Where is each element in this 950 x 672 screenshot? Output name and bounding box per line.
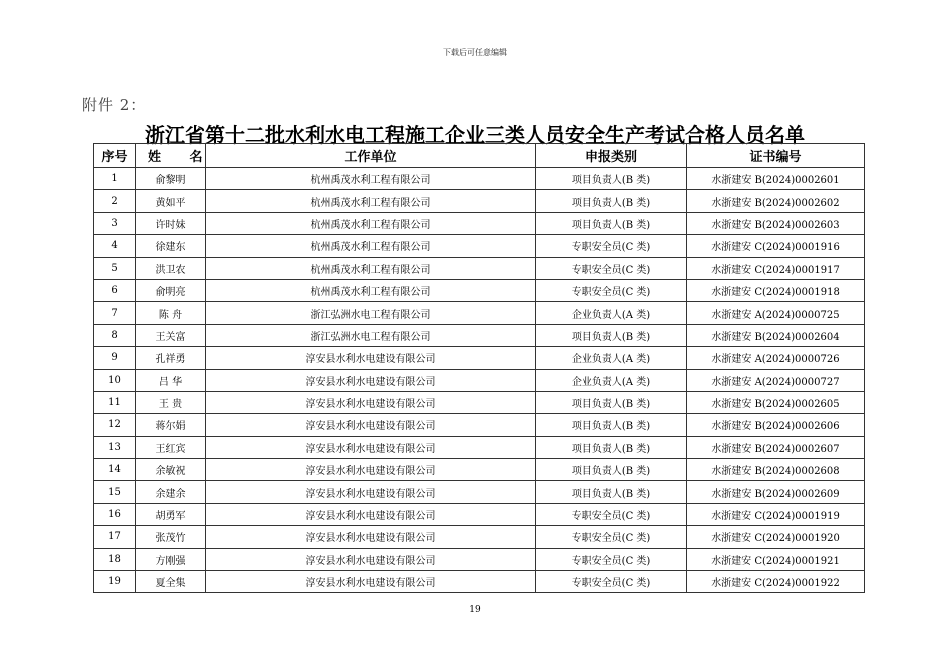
table-row	[94, 324, 865, 346]
cell-certificate: 水浙建安 B(2024)0002606	[687, 414, 865, 436]
cell-name: 王 贵	[136, 391, 206, 413]
col-header-certificate: 证书编号	[687, 144, 865, 168]
cell-category: 企业负责人(A 类)	[536, 369, 687, 391]
cell-index: 13	[94, 436, 136, 458]
table-row	[94, 571, 865, 593]
cell-employer: 淳安县水利水电建设有限公司	[206, 369, 536, 391]
cell-employer: 淳安县水利水电建设有限公司	[206, 503, 536, 525]
cell-employer: 淳安县水利水电建设有限公司	[206, 391, 536, 413]
cell-name: 洪卫农	[136, 257, 206, 279]
cell-name: 胡勇军	[136, 503, 206, 525]
cell-index: 9	[94, 347, 136, 369]
table-row	[94, 503, 865, 525]
cell-certificate: 水浙建安 B(2024)0002604	[687, 324, 865, 346]
cell-certificate: 水浙建安 C(2024)0001919	[687, 503, 865, 525]
col-header-name: 姓 名	[136, 144, 206, 168]
cell-category: 企业负责人(A 类)	[536, 302, 687, 324]
header-note: 下载后可任意编辑	[443, 48, 507, 57]
table-row	[94, 436, 865, 458]
cell-index: 8	[94, 324, 136, 346]
cell-name: 陈 舟	[136, 302, 206, 324]
cell-index: 18	[94, 548, 136, 570]
table-row	[94, 302, 865, 324]
cell-name: 余敏祝	[136, 459, 206, 481]
cell-index: 16	[94, 503, 136, 525]
cell-employer: 淳安县水利水电建设有限公司	[206, 481, 536, 503]
cell-name: 张茂竹	[136, 526, 206, 548]
cell-certificate: 水浙建安 B(2024)0002603	[687, 212, 865, 234]
cell-name: 夏全集	[136, 571, 206, 593]
cell-employer: 浙江弘洲水电工程有限公司	[206, 324, 536, 346]
table-row	[94, 279, 865, 301]
cell-category: 项目负责人(B 类)	[536, 212, 687, 234]
cell-index: 1	[94, 168, 136, 190]
cell-employer: 淳安县水利水电建设有限公司	[206, 436, 536, 458]
cell-category: 企业负责人(A 类)	[536, 347, 687, 369]
cell-index: 12	[94, 414, 136, 436]
table-header	[94, 144, 865, 168]
cell-name: 王红宾	[136, 436, 206, 458]
cell-index: 19	[94, 571, 136, 593]
roster-table	[93, 143, 865, 593]
cell-index: 2	[94, 190, 136, 212]
table-row	[94, 414, 865, 436]
cell-index: 6	[94, 279, 136, 301]
table-row	[94, 459, 865, 481]
table-row	[94, 235, 865, 257]
cell-category: 专职安全员(C 类)	[536, 571, 687, 593]
cell-category: 项目负责人(B 类)	[536, 436, 687, 458]
table-row	[94, 257, 865, 279]
table-row	[94, 168, 865, 190]
cell-category: 专职安全员(C 类)	[536, 279, 687, 301]
cell-employer: 淳安县水利水电建设有限公司	[206, 347, 536, 369]
cell-index: 11	[94, 391, 136, 413]
col-header-index: 序号	[94, 144, 136, 168]
cell-certificate: 水浙建安 C(2024)0001920	[687, 526, 865, 548]
cell-name: 蒋尔娟	[136, 414, 206, 436]
cell-category: 项目负责人(B 类)	[536, 168, 687, 190]
cell-employer: 杭州禹茂水利工程有限公司	[206, 235, 536, 257]
cell-category: 专职安全员(C 类)	[536, 503, 687, 525]
cell-category: 项目负责人(B 类)	[536, 324, 687, 346]
cell-employer: 淳安县水利水电建设有限公司	[206, 548, 536, 570]
cell-employer: 杭州禹茂水利工程有限公司	[206, 168, 536, 190]
header-row	[94, 144, 865, 168]
cell-employer: 淳安县水利水电建设有限公司	[206, 459, 536, 481]
table-row	[94, 347, 865, 369]
col-header-category: 申报类别	[536, 144, 687, 168]
cell-certificate: 水浙建安 A(2024)0000727	[687, 369, 865, 391]
cell-category: 项目负责人(B 类)	[536, 481, 687, 503]
cell-name: 方刚强	[136, 548, 206, 570]
cell-employer: 杭州禹茂水利工程有限公司	[206, 257, 536, 279]
cell-certificate: 水浙建安 C(2024)0001916	[687, 235, 865, 257]
cell-category: 项目负责人(B 类)	[536, 459, 687, 481]
cell-category: 专职安全员(C 类)	[536, 235, 687, 257]
table-row	[94, 481, 865, 503]
cell-certificate: 水浙建安 C(2024)0001918	[687, 279, 865, 301]
cell-index: 17	[94, 526, 136, 548]
cell-index: 14	[94, 459, 136, 481]
cell-category: 专职安全员(C 类)	[536, 548, 687, 570]
cell-certificate: 水浙建安 B(2024)0002601	[687, 168, 865, 190]
cell-category: 专职安全员(C 类)	[536, 526, 687, 548]
page-number: 19	[469, 605, 481, 615]
cell-index: 7	[94, 302, 136, 324]
cell-category: 项目负责人(B 类)	[536, 391, 687, 413]
cell-employer: 浙江弘洲水电工程有限公司	[206, 302, 536, 324]
table-row	[94, 391, 865, 413]
cell-employer: 杭州禹茂水利工程有限公司	[206, 279, 536, 301]
cell-index: 3	[94, 212, 136, 234]
cell-name: 王关富	[136, 324, 206, 346]
cell-category: 项目负责人(B 类)	[536, 190, 687, 212]
cell-certificate: 水浙建安 B(2024)0002609	[687, 481, 865, 503]
cell-name: 俞明亮	[136, 279, 206, 301]
table-row	[94, 548, 865, 570]
cell-employer: 杭州禹茂水利工程有限公司	[206, 190, 536, 212]
cell-certificate: 水浙建安 B(2024)0002608	[687, 459, 865, 481]
cell-index: 5	[94, 257, 136, 279]
cell-name: 余建余	[136, 481, 206, 503]
cell-certificate: 水浙建安 C(2024)0001922	[687, 571, 865, 593]
cell-name: 俞黎明	[136, 168, 206, 190]
table-row	[94, 369, 865, 391]
cell-index: 10	[94, 369, 136, 391]
table-body	[94, 168, 865, 593]
cell-index: 15	[94, 481, 136, 503]
col-header-employer: 工作单位	[206, 144, 536, 168]
cell-name: 许时妹	[136, 212, 206, 234]
attachment-label: 附件 2：	[82, 96, 147, 114]
cell-category: 项目负责人(B 类)	[536, 414, 687, 436]
cell-certificate: 水浙建安 B(2024)0002607	[687, 436, 865, 458]
table-row	[94, 190, 865, 212]
cell-employer: 淳安县水利水电建设有限公司	[206, 414, 536, 436]
cell-employer: 淳安县水利水电建设有限公司	[206, 526, 536, 548]
table-row	[94, 526, 865, 548]
cell-category: 专职安全员(C 类)	[536, 257, 687, 279]
cell-certificate: 水浙建安 B(2024)0002605	[687, 391, 865, 413]
cell-name: 黄如平	[136, 190, 206, 212]
cell-employer: 杭州禹茂水利工程有限公司	[206, 212, 536, 234]
table-row	[94, 212, 865, 234]
cell-certificate: 水浙建安 A(2024)0000725	[687, 302, 865, 324]
cell-employer: 淳安县水利水电建设有限公司	[206, 571, 536, 593]
cell-certificate: 水浙建安 B(2024)0002602	[687, 190, 865, 212]
cell-certificate: 水浙建安 C(2024)0001921	[687, 548, 865, 570]
cell-certificate: 水浙建安 C(2024)0001917	[687, 257, 865, 279]
cell-name: 徐建东	[136, 235, 206, 257]
cell-name: 孔祥勇	[136, 347, 206, 369]
cell-index: 4	[94, 235, 136, 257]
document-title: 浙江省第十二批水利水电工程施工企业三类人员安全生产考试合格人员名单	[145, 123, 805, 147]
cell-certificate: 水浙建安 A(2024)0000726	[687, 347, 865, 369]
cell-name: 吕 华	[136, 369, 206, 391]
